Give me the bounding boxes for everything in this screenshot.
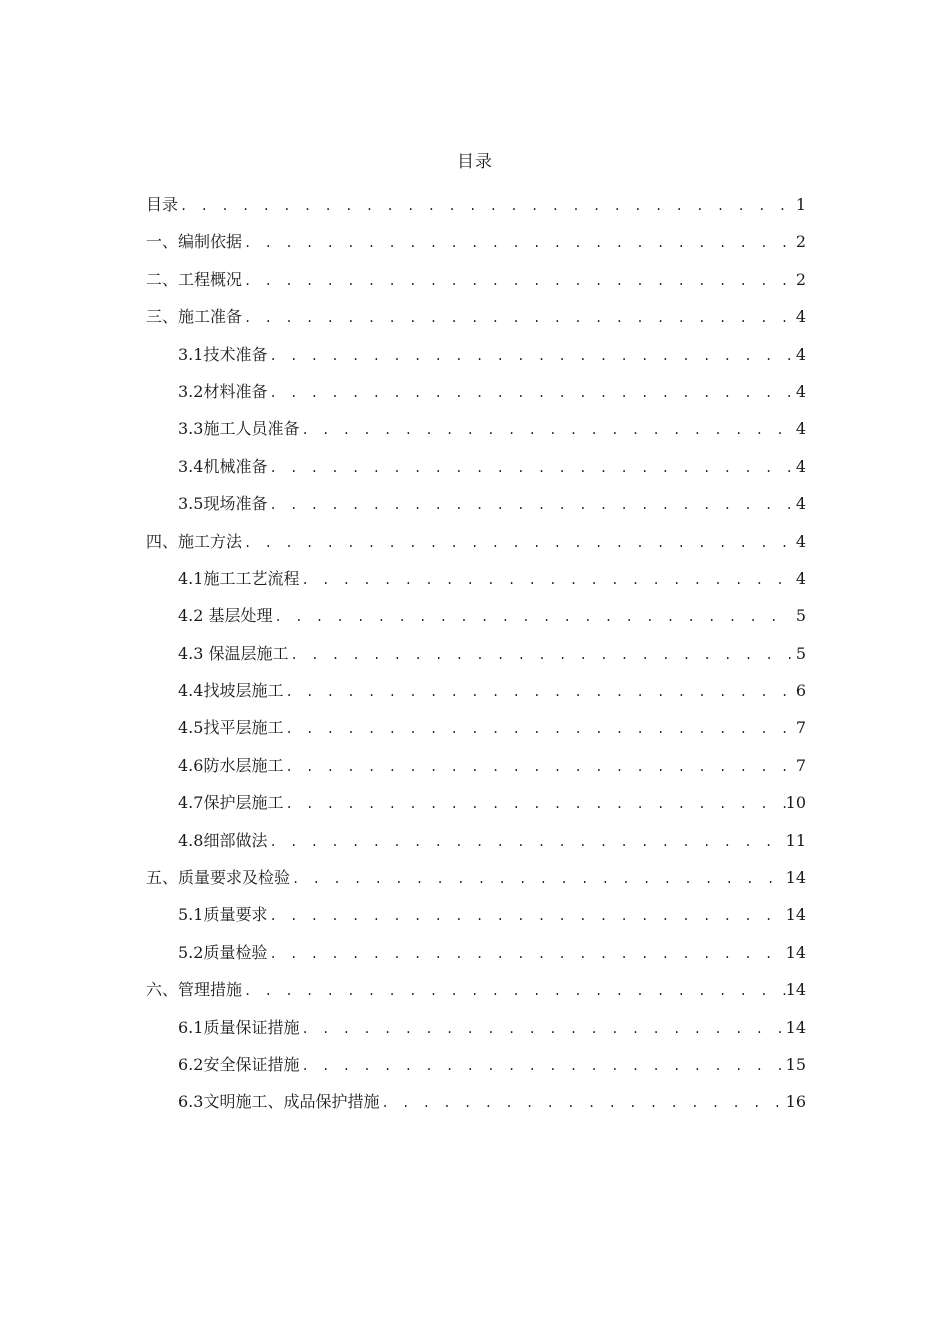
toc-leader-dots [379,1085,785,1122]
toc-entry[interactable] [146,261,806,298]
toc-entry[interactable] [146,896,806,933]
toc-leader-dots [242,525,792,562]
toc-entry[interactable] [146,1046,806,1083]
toc-entry-label: 一、编制依据 [146,232,243,252]
toc-entry[interactable] [146,859,806,896]
toc-entry-label: 4.2 基层处理 [178,606,273,626]
toc-entry-page: 2 [795,232,806,252]
toc-entry[interactable] [146,410,806,447]
toc-entry-page: 4 [795,568,806,588]
toc-entry[interactable] [146,971,806,1008]
toc-entry-page: 7 [795,755,806,775]
toc-entry-page: 4 [795,456,806,476]
toc-leader-dots [267,487,792,524]
toc-leader-dots [289,637,792,674]
toc-entry[interactable] [146,560,806,597]
toc-leader-dots [283,749,792,786]
toc-entry-label: 4.5找平层施工 [178,718,284,738]
toc-entry-page: 2 [795,269,806,289]
toc-entry[interactable] [146,223,806,260]
toc-entry-page: 4 [795,307,806,327]
toc-entry[interactable] [146,485,806,522]
toc-entry[interactable] [146,822,806,859]
toc-entry-label: 3.2材料准备 [178,381,268,401]
toc-entry[interactable] [146,672,806,709]
toc-entry-page: 11 [785,830,806,850]
toc-entry-page: 4 [795,494,806,514]
toc-entry-page: 7 [795,718,806,738]
toc-entry-label: 4.6防水层施工 [178,755,284,775]
toc-entry-page: 4 [795,344,806,364]
toc-leader-dots [267,338,792,375]
toc-entry-page: 4 [795,531,806,551]
toc-entry[interactable] [146,635,806,672]
toc-entry[interactable] [146,298,806,335]
toc-entry-page: 14 [785,905,806,925]
toc-entry-page: 4 [795,381,806,401]
toc-entry-page: 14 [785,980,806,1000]
toc-entry[interactable] [146,784,806,821]
toc-entry-label: 4.3 保温层施工 [178,643,289,663]
toc-entry-label: 6.1质量保证措施 [178,1017,300,1037]
toc-entry-label: 3.4机械准备 [178,456,268,476]
toc-entry-page: 16 [785,1092,806,1112]
toc-leader-dots [267,375,792,412]
toc-entry-page: 14 [785,942,806,962]
toc-entry-label: 5.1质量要求 [178,905,268,925]
toc-entry-label: 3.1技术准备 [178,344,268,364]
toc-entry-label: 6.3文明施工、成品保护措施 [178,1092,380,1112]
toc-entry-label: 3.3施工人员准备 [178,419,300,439]
toc-leader-dots [273,599,792,636]
toc-leader-dots [267,450,792,487]
toc-entry-label: 二、工程概况 [146,269,243,289]
toc-entry-label: 5.2质量检验 [178,942,268,962]
toc-entry-label: 4.1施工工艺流程 [178,568,300,588]
toc-leader-dots [299,1048,785,1085]
toc-entry[interactable] [146,373,806,410]
toc-leader-dots [283,711,792,748]
toc-leader-dots [267,936,785,973]
toc-entry-page: 14 [785,868,806,888]
toc-leader-dots [283,674,792,711]
toc-leader-dots [290,861,786,898]
toc-entry-page: 1 [795,195,806,214]
toc-leader-dots [242,263,792,300]
toc-entry-label: 4.7保护层施工 [178,793,284,813]
toc-entry[interactable] [146,1009,806,1046]
toc-leader-dots [242,300,792,337]
toc-entry-label: 4.8细部做法 [178,830,268,850]
toc-entry[interactable] [146,1083,806,1120]
toc-entry-label: 三、施工准备 [146,307,243,327]
toc-entry-label: 3.5现场准备 [178,494,268,514]
toc-entry-page: 5 [795,643,806,663]
toc-entry[interactable] [146,709,806,746]
toc-leader-dots [283,786,785,823]
toc-leader-dots [242,225,792,262]
toc-entry[interactable] [146,186,806,223]
toc-leader-dots [299,562,792,599]
page-title: 目录 [457,152,493,172]
table-of-contents [146,186,806,1121]
toc-entry-label: 六、管理措施 [146,980,243,1000]
toc-entry[interactable] [146,448,806,485]
toc-leader-dots [299,412,792,449]
toc-entry-label: 五、质量要求及检验 [146,868,291,888]
toc-entry-label: 4.4找坡层施工 [178,681,284,701]
toc-entry[interactable] [146,597,806,634]
toc-entry-page: 4 [795,419,806,439]
toc-entry-page: 14 [785,1017,806,1037]
toc-entry-label: 目录 [146,195,179,214]
toc-leader-dots [178,188,792,225]
toc-entry-label: 四、施工方法 [146,531,243,551]
toc-leader-dots [267,898,785,935]
toc-leader-dots [267,824,785,861]
toc-entry-page: 15 [785,1054,806,1074]
toc-entry[interactable] [146,934,806,971]
toc-entry[interactable] [146,336,806,373]
toc-entry-label: 6.2安全保证措施 [178,1054,300,1074]
toc-leader-dots [299,1011,785,1048]
toc-entry-page: 6 [795,681,806,701]
toc-entry-page: 5 [795,606,806,626]
toc-entry[interactable] [146,523,806,560]
toc-entry-page: 10 [785,793,806,813]
toc-leader-dots [242,973,786,1010]
toc-entry[interactable] [146,747,806,784]
